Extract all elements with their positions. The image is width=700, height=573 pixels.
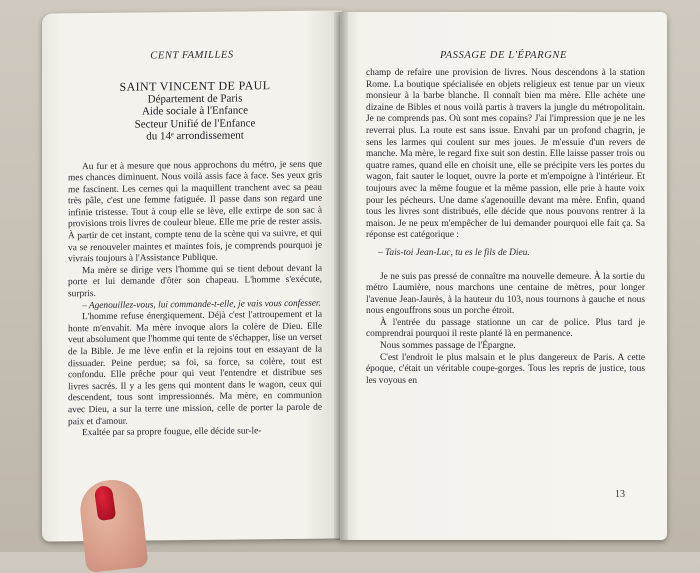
- left-running-head: CENT FAMILLES: [150, 49, 234, 62]
- paragraph: Exaltée par sa propre fougue, elle décide sur-le-: [82, 426, 262, 439]
- heading-line: Aide sociale à l'Enfance: [141, 104, 249, 118]
- heading-line: SAINT VINCENT DE PAUL: [119, 78, 271, 94]
- heading-line: Département de Paris: [147, 91, 243, 105]
- paragraph: champ de refaire une provision de livres. Nous descendons à la station Rome. La boutique spécialisée en objets religieux est tenue par un vieux monsieur à la barbe blanche. Il connaît bien ma mère. Elle achète une dizaine de Bibles et nous voilà partis à travers la jungle du métropolitain. Je ne comprends pas. Où sont mes copains? J'ai l'impression que je ne les reverrai plus. La route est sans issue. Envahi par un profond chagrin, je sens les larmes qui coulent sur mes joues. Je m'essuie d'un revers de manche. Ma mère, le regard fixe suit son destin. Elle laisse passer trois ou quatre rames, quand elle en choisit une, elle se précipite vers les portes du wagon, fait sauter le loquet, ouvre la porte et m'empoigne à l'intérieur. Et toujours avec la même fougue et la même passion, elle prie à haute voix pour les pécheurs. Une dame s'agenouille devant ma mère. Enfin, quand tous les livres sont distribués, elle décide que nous pouvons rentrer à la maison. Je ne peux m'empêcher de lui demander pourquoi elle fait ça. Sa réponse est catégorique :: [366, 68, 645, 241]
- heading-line: du 14ᵉ arrondissement: [146, 129, 244, 143]
- paragraph: – Tais-toi Jean-Luc, tu es le fils de Dieu.: [378, 247, 530, 258]
- paragraph: Au fur et à mesure que nous approchons du métro, je sens que mes chances diminuent. Nous voilà assis face à face. Ses yeux gris me fascinent. Les cernes qui la maquillent tranchent avec sa peau très pâle, c'est une femme fatiguée. Il passe dans son regard une infinie tristesse. Tout à coup elle se lève, elle extirpe de son sac à provisions trois livres de couleur bleue. Elle me prie de rester assis. À partir de cet instant, compte tenu de la scène qui va suivre, et qui va se renouveler maintes et maintes fois, je comprends pourquoi je vivrais toujours à l'Assistance Publique.: [68, 159, 322, 265]
- left-page: [42, 10, 342, 541]
- left-body-text: [68, 159, 322, 440]
- paragraph: Nous sommes passage de l'Épargne.: [380, 341, 516, 352]
- paragraph: – Agenouillez-vous, lui commande-t-elle, je vais vous confesser.: [82, 298, 321, 311]
- heading-line: Secteur Unifié de l'Enfance: [134, 116, 256, 131]
- right-page: [340, 12, 667, 540]
- right-page-number: 13: [615, 489, 625, 500]
- open-book: [42, 12, 667, 540]
- book-spine: [334, 12, 348, 540]
- right-running-head: PASSAGE DE L'ÉPARGNE: [439, 50, 568, 61]
- paragraph: À l'entrée du passage stationne un car de police. Plus tard je comprendrai pourquoi il reste planté là en permanence.: [366, 317, 645, 340]
- paragraph: Je ne suis pas pressé de connaître ma nouvelle demeure. À la sortie du métro Laumière, nous marchons une centaine de mètres, pour longer l'avenue Jean-Jaurès, à la hauteur du 103, nous tournons à gauche et nous nous engouffrons sous un porche étroit.: [366, 271, 645, 317]
- left-heading-block: [68, 79, 322, 144]
- paragraph: C'est l'endroit le plus malsain et le plus dangereux de Paris. A cette époque, c'était un véritable coupe-gorges. Tous les repris de justice, tous les voyous en: [366, 352, 645, 386]
- paragraph: Ma mère se dirige vers l'homme qui se tient debout devant la porte et lui demande d'ôter son chapeau. L'homme s'exécute, surpris.: [68, 263, 322, 300]
- paragraph: L'homme refuse énergiquement. Déjà c'est l'attroupement et la honte m'envahit. Ma mère invoque alors la colère de Dieu. Elle veut absolument que l'homme qui tente de s'échapper, lise un verset de la Bible. Je me lève enfin et la rejoins tout en essayant de la dissuader. Peine perdue; sa foi, sa force, sa colère, tout est confondu. Elle prêche pour qui veut l'entendre et distribue ses livres sacrés. Il y a les gens qui montent dans le wagon, ceux qui descendent, tous sont impressionnés. Ma mère, en communion avec Dieu, a sur la terre une mission, celle de porter la parole de paix et d'amour.: [68, 309, 322, 427]
- right-body-text: [366, 68, 645, 387]
